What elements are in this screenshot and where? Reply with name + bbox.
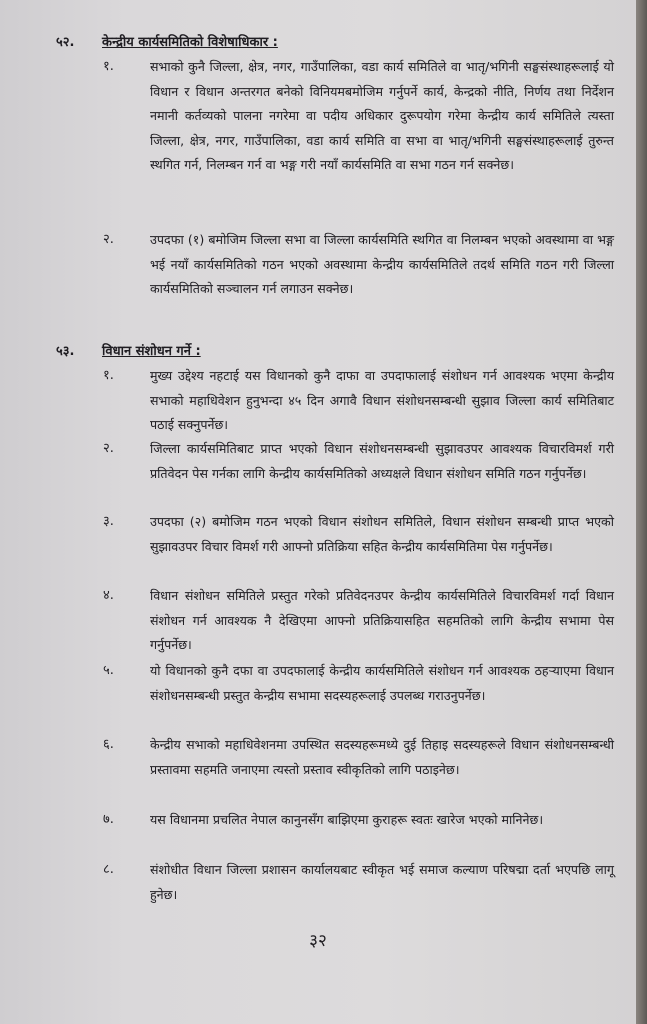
clause-number: ६. xyxy=(103,737,114,752)
clause-text: उपदफा (१) बमोजिम जिल्ला सभा वा जिल्ला कार्यसमिति स्थगित वा निलम्बन भएको अवस्थामा वा भङ्ग भई नयाँ कार्यसमितिको गठन भएको अवस्थामा केन्द्रीय कार्यसमितिले तदर्थ समिति गठन गरी जिल्ला कार्यसमितिको सञ्चालन गर्न लगाउन सक्नेछ। xyxy=(150,232,614,297)
section-53-heading xyxy=(56,343,201,361)
clause-text: यस विधानमा प्रचलित नेपाल कानुनसँग बाझिएमा कुराहरू स्वतः खारेज भएको मानिनेछ। xyxy=(150,812,544,827)
section-title: विधान संशोधन गर्ने : xyxy=(102,344,201,359)
clause-number: ८. xyxy=(103,862,114,877)
section-number: ५२. xyxy=(56,35,75,50)
clause-number: ५. xyxy=(103,663,114,678)
section-title: केन्द्रीय कार्यसमितिको विशेषाधिकार : xyxy=(102,35,278,50)
clause-number: १. xyxy=(103,368,114,383)
clause-number: ४. xyxy=(103,588,114,603)
clause-number: ७. xyxy=(103,812,114,827)
page-edge-shadow xyxy=(636,0,647,1024)
clause-text: मुख्य उद्देश्य नहटाई यस विधानको कुनै दाफा वा उपदाफालाई संशोधन गर्न आवश्यक भएमा केन्द्रीय सभाको महाधिवेशन हुनुभन्दा ४५ दिन अगावै विधान संशोधनसम्बन्धी सुझाव जिल्ला कार्य समितिबाट पठाई सक्नुपर्नेछ। xyxy=(150,368,614,433)
clause-text: उपदफा (२) बमोजिम गठन भएको विधान संशोधन समितिले, विधान संशोधन सम्बन्धी प्राप्त भएको सुझावउपर विचार विमर्श गरी आफ्नो प्रतिक्रिया सहित केन्द्रीय कार्यसमितिमा पेस गर्नुपर्नेछ। xyxy=(150,514,614,554)
clause-text: सभाको कुनै जिल्ला, क्षेत्र, नगर, गाउँपालिका, वडा कार्य समितिले वा भातृ/भगिनी सङ्घसंस्थाहरूलाई यो विधान र विधान अन्तरगत बनेको विनियमबमोजिम गर्नुपर्ने कार्य, केन्द्रको नीति, निर्णय तथा निर्देशन नमानी कर्तव्यको पालना नगरेमा वा पदीय अधिकार दुरूपयोग गरेमा केन्द्रीय कार्य समितिले त्यस्ता जिल्ला, क्षेत्र, नगर, गाउँपालिका, वडा कार्य समिति वा सभा वा भातृ/भगिनी सङ्घसंस्थाहरूलाई तुरुन्त स्थगित गर्न, निलम्बन गर्न वा भङ्ग गरी नयाँ कार्यसमिति वा सभा गठन गर्न सक्नेछ। xyxy=(150,59,614,173)
clause-text: यो विधानको कुनै दफा वा उपदफालाई केन्द्रीय कार्यसमितिले संशोधन गर्न आवश्यक ठहऱ्याएमा विधान संशोधनसम्बन्धी प्रस्तुत केन्द्रीय सभामा सदस्यहरूलाई उपलब्ध गराउनुपर्नेछ। xyxy=(150,663,614,703)
clause-number: ३. xyxy=(103,514,114,529)
clause-number: १. xyxy=(103,59,114,74)
section-number: ५३. xyxy=(56,344,75,359)
clause-number: २. xyxy=(103,441,114,456)
clause-text: संशोधीत विधान जिल्ला प्रशासन कार्यालयबाट स्वीकृत भई समाज कल्याण परिषद्मा दर्ता भएपछि लागू हुनेछ। xyxy=(150,862,614,902)
clause-text: विधान संशोधन समितिले प्रस्तुत गरेको प्रतिवेदनउपर केन्द्रीय कार्यसमितिले विचारविमर्श गर्दा विधान संशोधन गर्न आवश्यक नै देखिएमा आफ्नो प्रतिक्रियासहित सहमतिको लागि केन्द्रीय सभामा पेस गर्नुपर्नेछ। xyxy=(150,588,614,653)
clause-text: केन्द्रीय सभाको महाधिवेशनमा उपस्थित सदस्यहरूमध्ये दुई तिहाइ सदस्यहरूले विधान संशोधनसम्बन्धी प्रस्तावमा सहमति जनाएमा त्यस्तो प्रस्ताव स्वीकृतिको लागि पठाइनेछ। xyxy=(150,737,614,777)
clause-number: २. xyxy=(103,232,114,247)
page-number: ३२ xyxy=(309,931,327,951)
clause-text: जिल्ला कार्यसमितिबाट प्राप्त भएको विधान संशोधनसम्बन्धी सुझावउपर आवश्यक विचारविमर्श गरी प्रतिवेदन पेस गर्नका लागि केन्द्रीय कार्यसमितिको अध्यक्षले विधान संशोधन समिति गठन गर्नुपर्नेछ। xyxy=(150,441,614,481)
section-52-heading xyxy=(56,34,278,52)
